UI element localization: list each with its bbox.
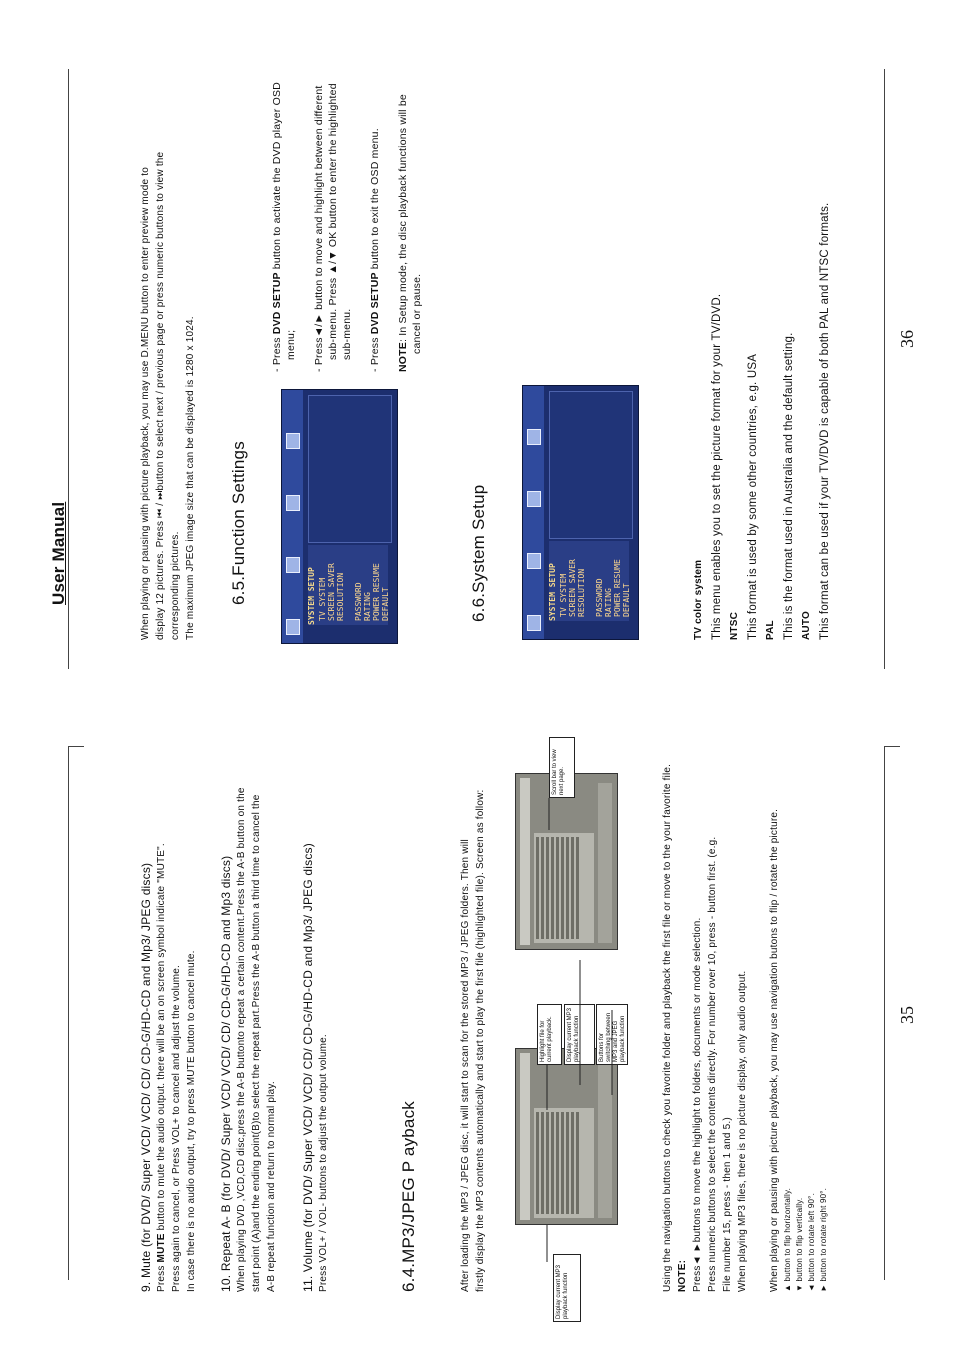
mute-line3: In case there is no audio output, try to press MUTE button to cancel mute. [186,950,197,1292]
user-manual-header: User Manual [49,501,68,605]
osd2-tabs: SYSTEM SETUP [548,563,557,621]
setup-note-cont: cancel or pause. [411,273,423,354]
tv-color-text: This menu enables you to set the picture format for your TV/DVD. [711,293,723,640]
step1: - Press DVD SETUP button to activate the DVD player OSD [271,82,283,372]
setup-note: NOTE: In Setup mode, the disc playback functions will be [397,94,409,372]
mute-heading: 9. Mute (for DVD/ Super VCD/ VCD/ CD/ CD-G/HD-CD and Mp3/ JPEG discs) [139,862,153,1292]
mute-line2: Press again to cancel, or Press VOL+ to cancel and adjust the volume. [171,964,182,1292]
repeat-line2: start point (A)and the ending point(B)to select the repeat part.Press the A-B button a third time to cancel the [251,794,262,1292]
osd2-items: TV SYSTEM SCREEN SAVER RESOLUTION PASSWORD RATING POWER RESUME DEFAULT [559,559,631,617]
preview-line4: The maximum JPEG image size that can be displayed is 1280 x 1024. [185,316,196,640]
pic-line1: When playing or pausing with picture playback, you may use navigation butons to flip / rotate the picture. [769,808,780,1292]
repeat-heading: 10. Repeat A- B (for DVD/ Super VCD/ VCD/ CD/ CD-G/HD-CD and Mp3 discs) [219,855,233,1292]
volume-line1: Press VOL+ / VOL- buttons to adjust the output volume. [318,1034,329,1292]
note-label: NOTE: [677,1259,688,1292]
nav-line: Using the navigation buttons to check you favorite folder and playback the first file or move to the your favorite file. [662,763,673,1292]
pal-label: PAL [765,620,776,640]
callout-scroll-bar: Scroll bar to view next page. [549,737,575,798]
auto-label: AUTO [801,611,812,640]
function-settings-title: 6.5.Function Settings [229,441,248,605]
preview-line1: When playing or pausing with picture playback, you may use D.MENU button to enter preview mode to [140,167,151,640]
preview-block [138,50,198,640]
pic-line5: ► button to rotate right 90°. [819,1187,828,1292]
step3: - Press DVD SETUP button to exit the OSD menu. [369,128,381,372]
callout-display-current-right: Display current MP3 playback function [564,1004,595,1065]
page-number-35: 35 [897,1006,917,1024]
step2c: sub-menu. [341,308,353,360]
callout-switch-buttons: Buttons for switching between MP3 and JPEG playback function [596,1004,628,1065]
function-steps [270,52,424,372]
osd-function-settings [281,389,398,644]
pic-line2: ▲ button to flip horizontally. [783,1187,792,1292]
preview-line2: display 12 pictures. Press ⏮ / ⏭button to select next / previous page or press numeric buttons to view the [155,151,166,640]
note-line2: Press numeric buttons to select the contents directly. For number over 10, press - button first. (e.g. [707,836,718,1292]
tv-color-block [690,50,834,640]
pic-line4: ◄ button to rotate left 90°. [807,1193,816,1292]
pal-text: This is the format used in Australia and the default setting. [783,332,795,640]
note-line4: When playing MP3 files, there is no picture display, only audio output. [737,970,748,1292]
step1-cont: menu; [285,329,297,360]
tv-color-label: TV color system [693,559,704,640]
ntsc-text: This format is used by some other countries, e.g. USA [747,353,759,640]
volume-heading: 11. Volume (for DVD/ Super VCD/ VCD/ CD/ CD-G/HD-CD and Mp3/ JPEG discs) [301,843,315,1292]
mp3-note-block [660,692,750,1292]
system-setup-title: 6.6.System Setup [469,484,488,622]
mp3-intro-line1: After loading the MP3 / JPEG disc, it will start to scan for the stored MP3 / JPEG folders. Then will [460,839,471,1292]
mute-line1: Press MUTE button to mute the audio output. there will be an on screen symbol indicate "MUTE". [156,843,167,1292]
auto-text: This format can be used if your TV/DVD is capable of both PAL and NTSC formats. [819,202,831,640]
note-line1: Press◄ ►buttons to move the highlight to folders, documents or mode selection. [692,917,703,1292]
ntsc-label: NTSC [729,611,740,640]
osd1-items: TV SYSTEM SCREEN SAVER RESOLUTION PASSWORD RATING POWER RESUME DEFAULT [318,563,390,621]
callout-display-current-left: Display current MP3 playback function [553,1254,581,1322]
picture-flip-block [768,732,830,1292]
step2a: - Press◄/► button to move and highlight between different [313,85,325,372]
pic-line3: ▼ button to flip vertically. [795,1197,804,1292]
page-number-36: 36 [897,330,917,348]
mp3-section-title: 6.4.MP3/JPEG P ayback [399,1101,418,1292]
mp3-intro-line2: firstly display the MP3 contents automatically and start to play the first file (highlighted file). Screen as follow: [475,789,486,1292]
step2b: sub-menu. Press ▲/▼ OK button to enter the highlighted [327,83,339,360]
note-line3: File number 15, press - then 1 and 5.) [722,1117,733,1292]
callout-highlight-file: Highlight file for current playback. [537,1004,562,1065]
preview-line3: corresponding pictures. [170,531,181,640]
repeat-line1: When playing DVD ,VCD,CD disc,press the A-B buttonto repeat a certain content.Press the A-B button on the [236,787,247,1292]
osd-system-setup [522,385,639,640]
osd1-tabs: SYSTEM SETUP [307,567,316,625]
repeat-line3: A-B repeat function and return to normal play. [266,1081,277,1292]
